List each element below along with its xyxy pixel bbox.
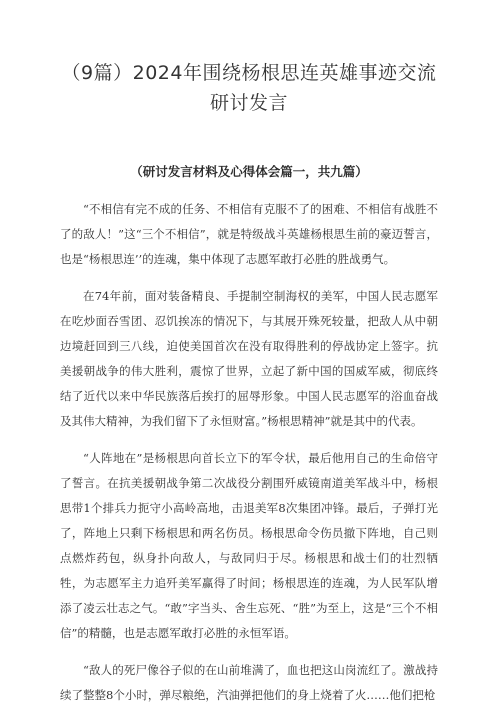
paragraph-3: “人阵地在”是杨根思向首长立下的军令状，最后他用自己的生命倍守了誓言。在抗美援朝战争第二次战役分割围歼威镜南道美军战斗中，杨根思带1个排兵力扼守小高岭高地，击退美军8次集团冲锋。最后，子弹打光了，阵地上只剩下杨根思和两名伤员。杨根思命令伤员撤下阵地，自己则点燃炸药包，纵身扑向敌人，与敌同归于尽。杨根思和战士们的壮烈牺牲，为志愿军主力追歼美军赢得了时间；杨根思连的连魂，为人民军队增添了凌云壮志之气。“敢”字当头、舍生忘死、“胜”为至上，这是“三个不相信”的精髓，也是志愿军敢打必胜的永恒军语。 <box>60 451 438 640</box>
document-title: （9篇）2024年围绕杨根思连英雄事迹交流研讨发言 <box>61 62 437 114</box>
document-subtitle: （研讨发言材料及心得体会篇一，共九篇） <box>130 164 368 179</box>
paragraph-4: “敌人的死尸像谷子似的在山前堆满了，血也把这山岗流红了。激战持续了整整8个小时，弹尽粮绝，汽油弹把他们的身上烧着了火……他们把枪 <box>60 663 438 702</box>
paragraph-2: 在74年前，面对装备精良、手提制空制海权的美军，中国人民志愿军在吃炒面吞雪团、忍饥挨冻的情况下，与其展开殊死较量，把敌人从中朝边境赶回到三八线，迫使美国首次在没有取得胜利的停战协定上签字。抗美援朝战争的伟大胜利，震惊了世界，立起了新中国的国威军威，彻底终结了近代以来中华民族落后挨打的屈辱形象。中国人民志愿军的浴血奋战及其伟大精神，为我们留下了永恒财富。”杨根思精神”就是其中的代表。 <box>60 289 438 428</box>
paragraph-1: “不相信有完不成的任务、不相信有克服不了的困难、不相信有战胜不了的敌人！”这“三个不相信”，就是特级战斗英雄杨根思生前的豪迈誓言，也是“杨根思连’’的连魂，集中体现了志愿军敢打必胜的胜战勇气。 <box>60 202 438 266</box>
